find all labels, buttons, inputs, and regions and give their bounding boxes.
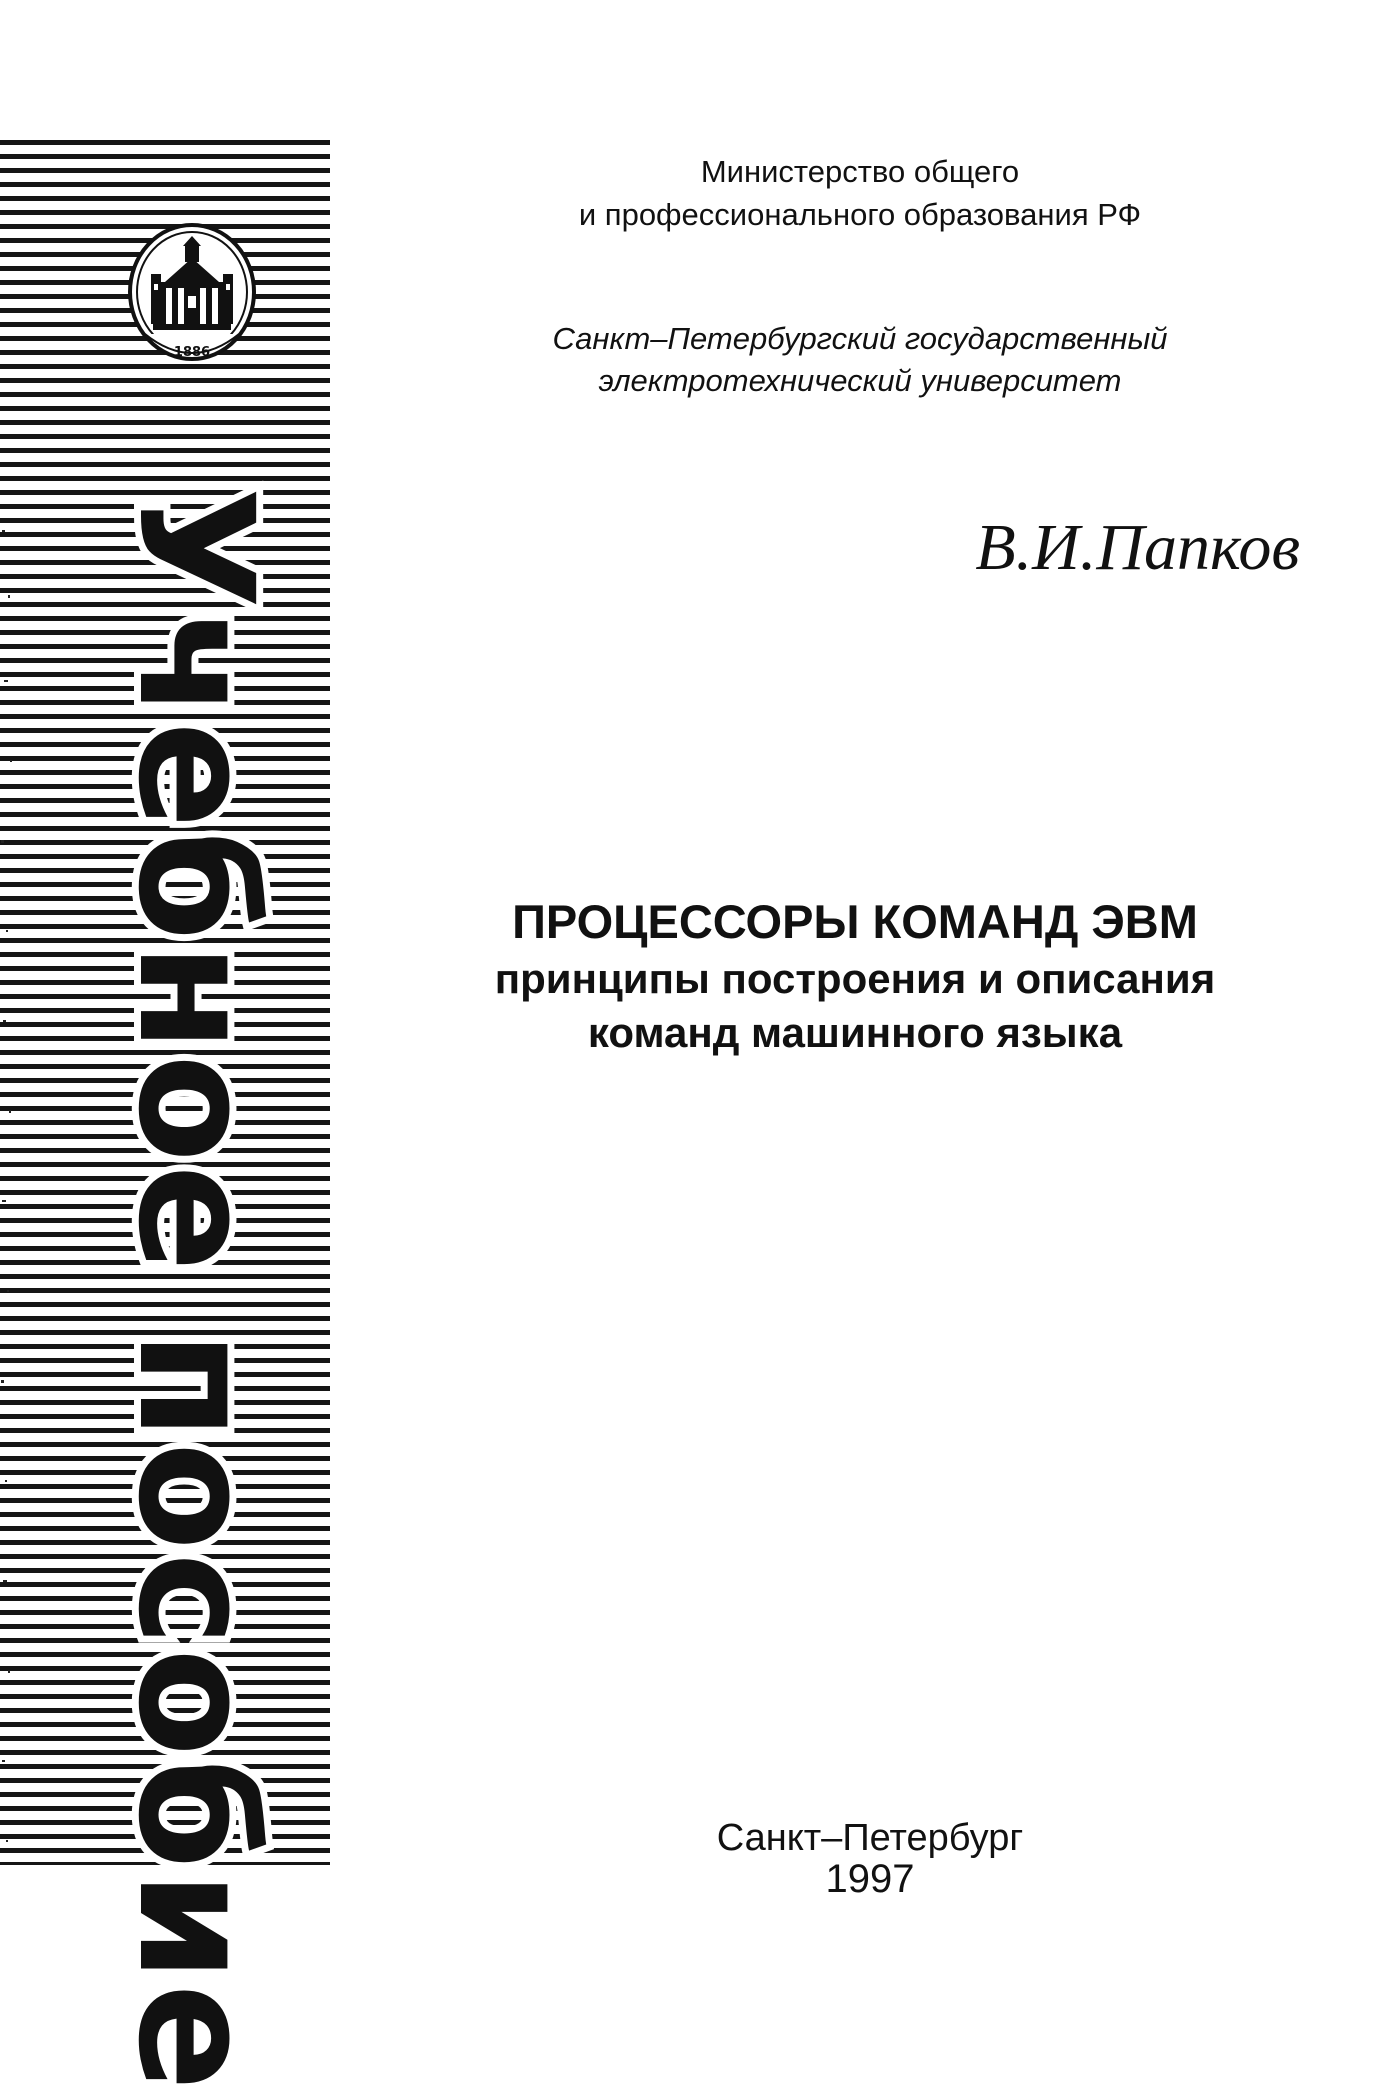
university-line-1: Санкт–Петербургский государственный (552, 321, 1168, 356)
ministry-line-1: Министерство общего (700, 154, 1020, 189)
emblem-year: 1886 (173, 345, 211, 360)
publication-year: 1997 (825, 1857, 915, 1901)
ministry-heading (520, 150, 1200, 236)
publication-city: Санкт–Петербург (716, 1817, 1024, 1859)
ministry-line-2: и профессионального образования РФ (578, 197, 1142, 232)
book-title: ПРОЦЕССОРЫ КОМАНД ЭВМ (512, 895, 1198, 948)
author-name: В.И.Папков (975, 511, 1300, 584)
book-subtitle (400, 952, 1310, 1060)
spine-band (0, 0, 330, 2093)
university-line-2: электротехнический университет (598, 363, 1122, 398)
spine-label: Учебное пособие (103, 487, 287, 2093)
subtitle-line-2: команд машинного языка (587, 1009, 1123, 1056)
university-heading (520, 318, 1200, 402)
subtitle-line-1: принципы построения и описания (494, 955, 1216, 1002)
